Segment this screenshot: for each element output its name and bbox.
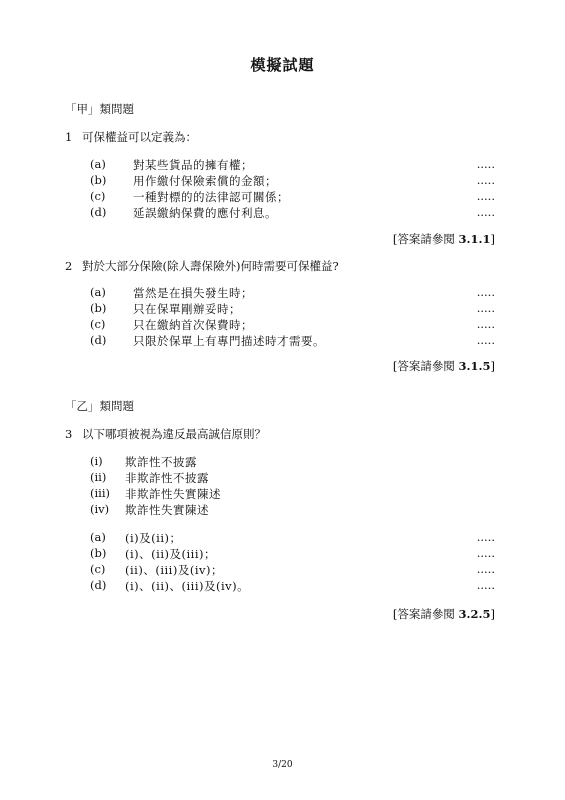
option-text: 當然是在損失發生時； — [133, 286, 253, 300]
option-text: 一種對標的的法律認可關係； — [133, 190, 289, 204]
answer-reference: [答案請參閱 3.1.1] — [392, 232, 495, 246]
option-row — [90, 317, 495, 332]
option-dots: ..... — [476, 189, 495, 203]
option-dots: ..... — [476, 173, 495, 187]
option-row — [90, 157, 495, 172]
option-key: (a) — [90, 530, 106, 544]
statement-text: 非欺詐性失實陳述 — [125, 487, 221, 501]
option-row — [90, 562, 495, 577]
option-key: (a) — [90, 285, 106, 299]
option-key: (c) — [90, 317, 106, 331]
option-text: (i)、(ii)及(iii)； — [125, 547, 216, 561]
option-key: (d) — [90, 205, 107, 219]
option-row — [90, 205, 495, 220]
statement-key: (i) — [90, 454, 103, 468]
question-number: 2 — [65, 259, 73, 273]
statement-key: (iii) — [90, 486, 111, 500]
option-dots: ..... — [476, 157, 495, 171]
option-text: (ii)、(iii)及(iv)； — [125, 563, 223, 577]
statement-key: (iv) — [90, 502, 110, 516]
option-dots: ..... — [476, 562, 495, 576]
option-dots: ..... — [476, 285, 495, 299]
question-text: 對於大部分保險(除人壽保險外)何時需要可保權益? — [82, 259, 339, 273]
option-row — [90, 530, 495, 545]
option-text: 只在繳納首次保費時； — [133, 318, 253, 332]
option-key: (c) — [90, 189, 106, 203]
option-key: (b) — [90, 546, 107, 560]
option-key: (c) — [90, 562, 106, 576]
option-row — [90, 301, 495, 316]
option-row — [90, 189, 495, 204]
option-row — [90, 173, 495, 188]
question-1 — [65, 129, 505, 145]
option-text: (i)及(ii)； — [125, 531, 182, 545]
option-dots: ..... — [476, 546, 495, 560]
option-key: (a) — [90, 157, 106, 171]
option-dots: ..... — [476, 578, 495, 592]
option-key: (d) — [90, 578, 107, 592]
statement-text: 欺詐性失實陳述 — [125, 503, 209, 517]
section-heading-a: 「甲」類問題 — [65, 102, 134, 116]
answer-reference: [答案請參閱 3.2.5] — [392, 607, 495, 621]
option-key: (d) — [90, 333, 107, 347]
option-text: 延誤繳納保費的應付利息。 — [133, 206, 277, 220]
option-key: (b) — [90, 173, 107, 187]
option-text: 對某些貨品的擁有權； — [133, 158, 253, 172]
page-title: 模擬試題 — [250, 56, 315, 74]
option-text: 只在保單剛辦妥時； — [133, 302, 241, 316]
statement-text: 非欺詐性不披露 — [125, 471, 209, 485]
question-2 — [65, 258, 505, 274]
option-text: (i)、(ii)、(iii)及(iv)。 — [125, 579, 250, 593]
option-dots: ..... — [476, 205, 495, 219]
statement-text: 欺詐性不披露 — [125, 455, 197, 469]
option-dots: ..... — [476, 530, 495, 544]
option-row — [90, 546, 495, 561]
question-number: 1 — [65, 130, 73, 144]
option-row — [90, 285, 495, 300]
question-3 — [65, 426, 505, 442]
page-number: 3/20 — [272, 760, 293, 770]
question-text: 可保權益可以定義為： — [82, 130, 197, 144]
option-row — [90, 333, 495, 348]
option-row — [90, 578, 495, 593]
statement-key: (ii) — [90, 470, 107, 484]
option-dots: ..... — [476, 301, 495, 315]
option-dots: ..... — [476, 333, 495, 347]
option-key: (b) — [90, 301, 107, 315]
option-text: 只限於保單上有專門描述時才需要。 — [133, 334, 325, 348]
question-number: 3 — [65, 427, 73, 441]
option-text: 用作繳付保險索償的金額； — [133, 174, 277, 188]
question-text: 以下哪項被視為違反最高誠信原則？ — [82, 427, 266, 441]
answer-reference: [答案請參閱 3.1.5] — [392, 359, 495, 373]
option-dots: ..... — [476, 317, 495, 331]
section-heading-b: 「乙」類問題 — [65, 399, 134, 413]
